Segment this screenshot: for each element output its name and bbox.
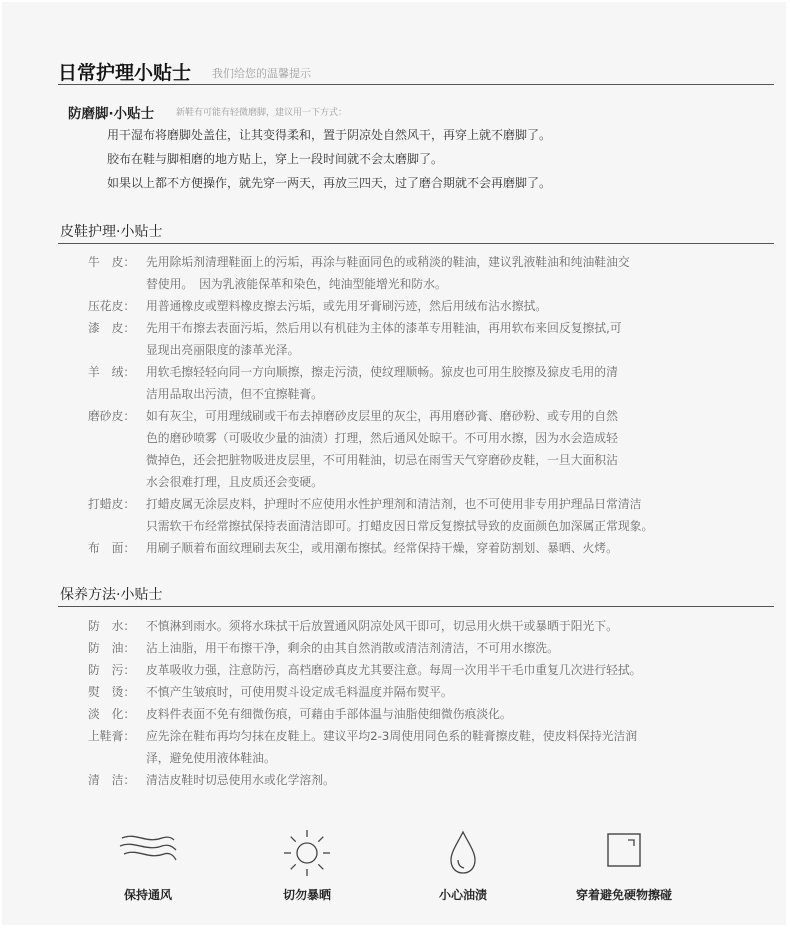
care-row-text: 用软毛擦轻轻向同一方向顺擦，擦走污渍，使纹理顺畅。猄皮也可用生胶擦及猄皮毛用的清 xyxy=(146,365,618,379)
care-row-text: 色的磨砂喷雾（可吸收少量的油渍）打理，然后通风处晾干。不可用水擦，因为水会造成轻 xyxy=(146,431,618,445)
care-row-text: 替使用。 因为乳液能保革和染色，纯油型能增光和防水。 xyxy=(146,277,447,291)
maint-row-text: 皮料件表面不免有细微伤痕，可藉由手部体温与油脂使细微伤痕淡化。 xyxy=(146,707,512,721)
wind-icon xyxy=(116,828,180,872)
section-anti-blister-note: 新鞋有可能有轻微磨脚，建议用一下方式： xyxy=(176,108,348,118)
care-row-label: 羊 绒： xyxy=(88,365,136,379)
maint-row-label: 淡 化： xyxy=(88,707,136,721)
maint-row-label: 防 水： xyxy=(88,619,136,633)
anti-blister-tip: 胶布在鞋与脚相磨的地方贴上，穿上一段时间就不会太磨脚了。 xyxy=(107,152,444,166)
maint-row-text: 应先涂在鞋布再均匀抹在皮鞋上。建议平均2-3周使用同色系的鞋膏擦皮鞋，使皮料保持光洁润 xyxy=(146,729,638,743)
care-row-label: 漆 皮： xyxy=(88,321,136,335)
anti-blister-tip: 如果以上都不方便操作，就先穿一两天，再放三四天，过了磨合期就不会再磨脚了。 xyxy=(107,176,552,190)
care-row-text: 先用干布擦去表面污垢，然后用以有机硅为主体的漆革专用鞋油，再用软布来回反复擦拭,可 xyxy=(146,321,622,335)
care-icon-oil xyxy=(403,828,523,878)
maint-row-label: 熨 烫： xyxy=(88,685,136,699)
care-icon-label: 切勿暴晒 xyxy=(282,888,331,902)
care-icons-row xyxy=(2,828,786,908)
maint-row-text: 清洁皮鞋时切忌使用水或化学溶剂。 xyxy=(146,773,335,787)
care-icon-no-sun xyxy=(247,828,367,878)
section-divider xyxy=(58,606,774,607)
maint-row-text: 不慎产生皱痕时，可使用熨斗设定成毛料温度并隔布熨平。 xyxy=(146,685,453,699)
care-row-text: 打蜡皮属无涂层皮料，护理时不应使用水性护理剂和清洁剂，也不可使用非专用护理品日常清洁 xyxy=(146,497,642,511)
care-row-text: 如有灰尘，可用理绒刷或干布去掉磨砂皮层里的灰尘，再用磨砂膏、磨砂粉、或专用的自然 xyxy=(146,409,618,423)
care-row-label: 磨砂皮： xyxy=(88,409,136,423)
oil-drop-icon xyxy=(443,828,483,878)
maint-row-label: 上鞋膏： xyxy=(88,729,136,743)
maint-row-text: 皮革吸收力强，注意防污，高档磨砂真皮尤其要注意。每周一次用半干毛巾重复几次进行轻拭。 xyxy=(146,663,642,677)
sun-icon xyxy=(282,828,332,878)
care-row-text: 微掉色，还会把脏物吸进皮层里，不可用鞋油，切忌在雨雪天气穿磨砂皮鞋，一旦大面积沾 xyxy=(146,453,618,467)
page xyxy=(2,2,786,925)
maint-row-text: 泽，避免使用液体鞋油。 xyxy=(146,751,276,765)
care-icon-label: 穿着避免硬物擦碰 xyxy=(575,888,672,902)
care-icon-hard-objects xyxy=(564,828,684,872)
care-row-text: 洁用品取出污渍，但不宜擦鞋膏。 xyxy=(146,387,323,401)
care-row-label: 打蜡皮： xyxy=(88,497,136,511)
care-row-text: 水会很难打理，且皮质还会变硬。 xyxy=(146,475,323,489)
maint-row-text: 沾上油脂，用干布擦干净，剩余的由其自然消散或清洁剂清洁，不可用水擦洗。 xyxy=(146,641,559,655)
section-anti-blister-title: 防磨脚·小贴士 xyxy=(68,106,155,122)
box-icon xyxy=(602,828,646,872)
care-row-text: 先用除垢剂清理鞋面上的污垢，再涂与鞋面同色的或稍淡的鞋油，建议乳液鞋油和纯油鞋油交 xyxy=(146,255,630,269)
care-row-text: 显现出亮丽限度的漆革光泽。 xyxy=(146,343,300,357)
care-icon-label: 小心油渍 xyxy=(438,888,487,902)
maint-row-label: 防 污： xyxy=(88,663,136,677)
page-title: 日常护理小贴士 xyxy=(58,62,192,84)
section-divider xyxy=(58,243,774,244)
maint-row-label: 清 洁： xyxy=(88,773,136,787)
title-divider xyxy=(58,84,774,85)
maint-row-label: 防 油： xyxy=(88,641,136,655)
section-maintenance-title: 保养方法·小贴士 xyxy=(60,587,163,603)
care-icon-ventilation xyxy=(88,828,208,872)
care-icon-label: 保持通风 xyxy=(123,888,172,902)
page-subtitle: 我们给您的温馨提示 xyxy=(212,67,311,80)
care-row-text: 用刷子顺着布面纹理刷去灰尘，或用潮布擦拭。经常保持干燥，穿着防割划、暴晒、火烤。 xyxy=(146,541,618,555)
anti-blister-tip: 用干湿布将磨脚处盖住，让其变得柔和，置于阴凉处自然风干，再穿上就不磨脚了。 xyxy=(107,128,552,142)
care-row-label: 牛 皮： xyxy=(88,255,136,269)
section-leather-care-title: 皮鞋护理·小贴士 xyxy=(60,224,163,240)
care-row-text: 只需软干布经常擦拭保持表面清洁即可。打蜡皮因日常反复擦拭导致的皮面颜色加深属正常现象。 xyxy=(146,519,654,533)
care-row-text: 用普通橡皮或塑料橡皮擦去污垢，或先用牙膏刷污迹，然后用绒布沾水擦拭。 xyxy=(146,299,548,313)
maint-row-text: 不慎淋到雨水。须将水珠拭干后放置通风阴凉处风干即可，切忌用火烘干或暴晒于阳光下。 xyxy=(146,619,618,633)
care-row-label: 压花皮： xyxy=(88,299,136,313)
care-row-label: 布 面： xyxy=(88,541,136,555)
